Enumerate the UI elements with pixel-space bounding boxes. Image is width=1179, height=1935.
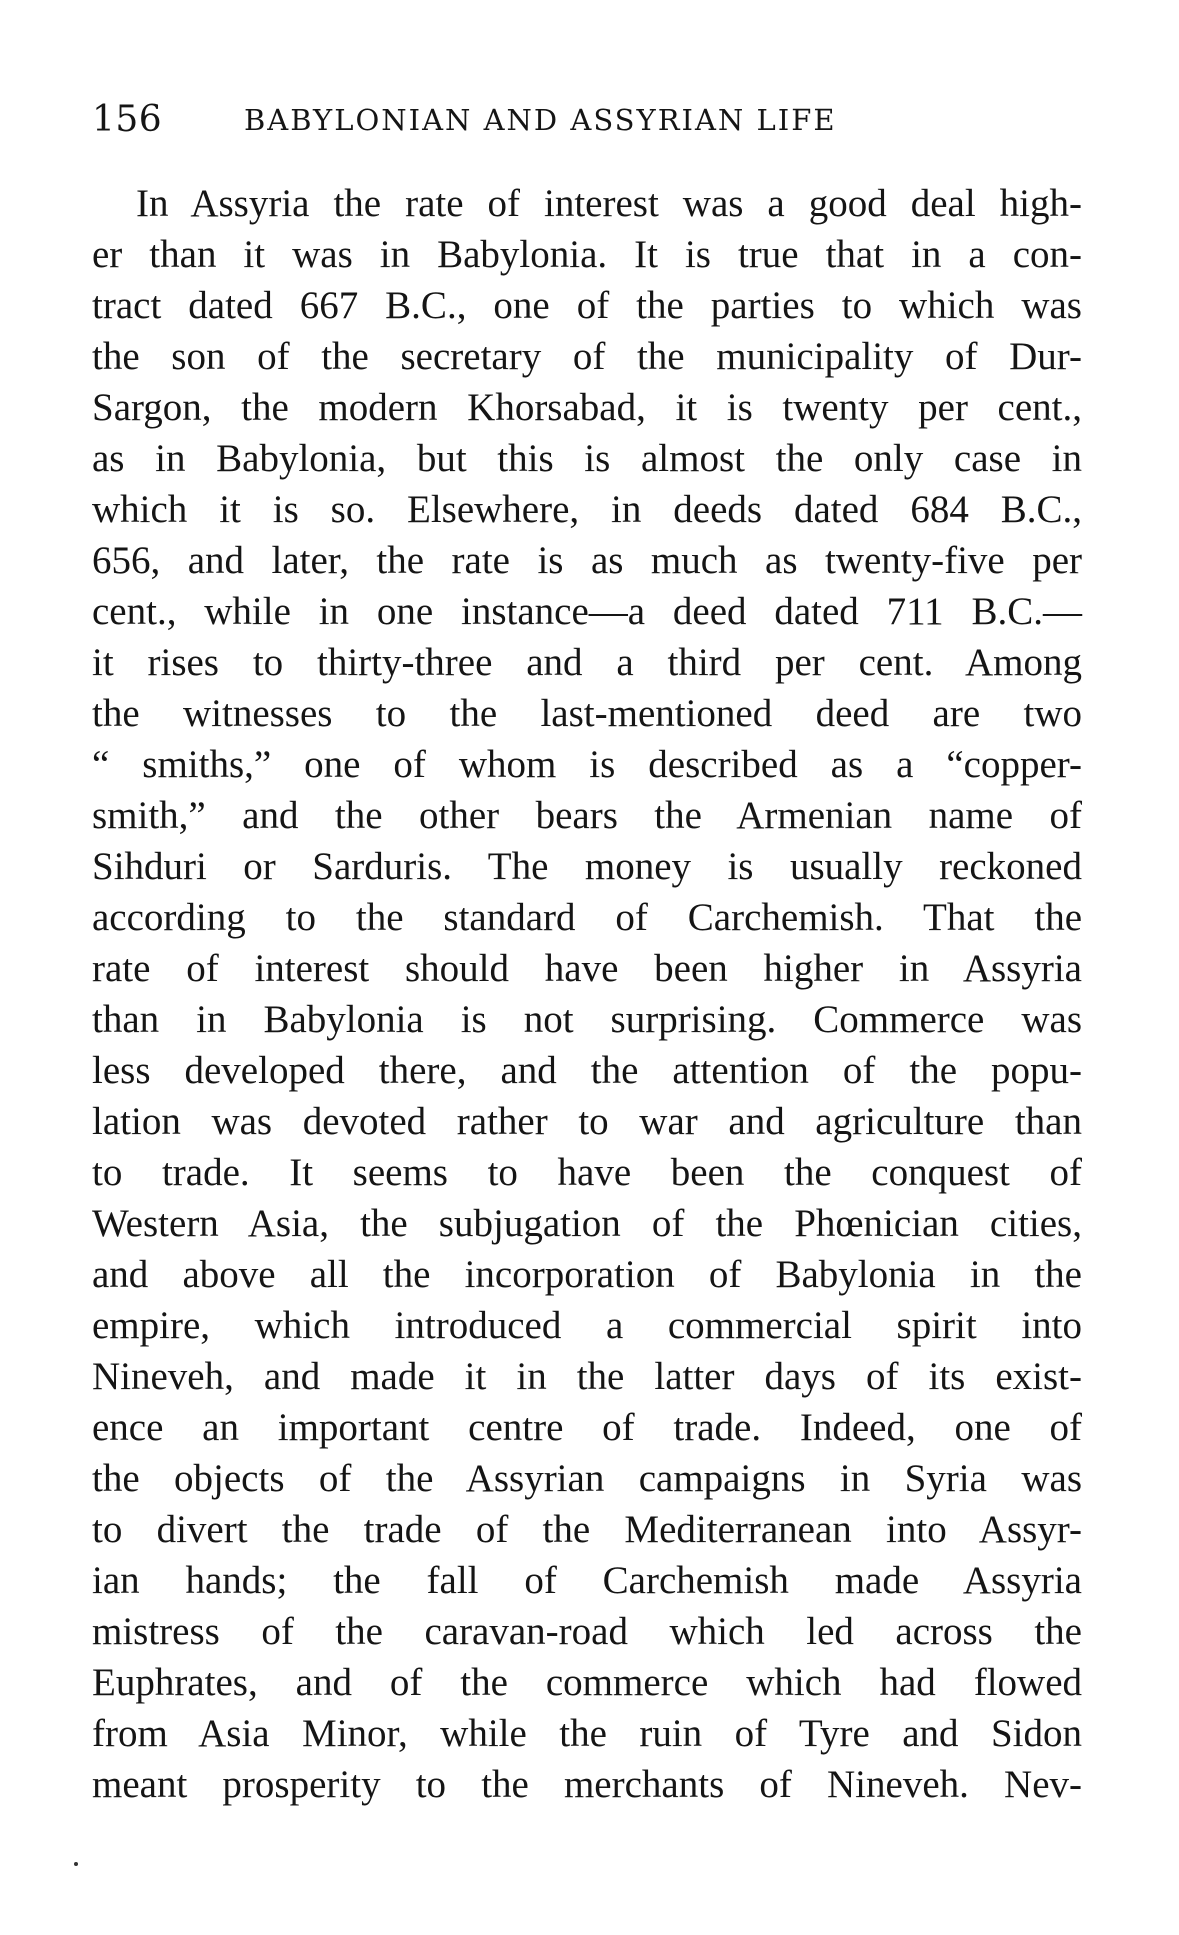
text-line: rate of interest should have been higher in Assyria [92,947,1082,990]
text-line: ian hands; the fall of Carchemish made Assyria [92,1559,1082,1602]
text-line: to trade. It seems to have been the conquest of [92,1151,1082,1194]
text-line: In Assyria the rate of interest was a good deal high- [136,182,1082,225]
text-line: Sihduri or Sarduris. The money is usually reckoned [92,845,1082,888]
text-line: it rises to thirty-three and a third per cent. Among [92,641,1082,684]
text-line: less developed there, and the attention of the popu- [92,1049,1082,1092]
text-line: Western Asia, the subjugation of the Phœnician cities, [92,1202,1082,1245]
text-line: and above all the incorporation of Babylonia in the [92,1253,1082,1296]
text-line: according to the standard of Carchemish. That the [92,896,1082,939]
text-line: cent., while in one instance—a deed dated 711 B.C.— [92,590,1082,633]
body-text [92,178,1082,1810]
text-line: “ smiths,” one of whom is described as a “copper- [92,743,1082,786]
text-line: ence an important centre of trade. Indeed, one of [92,1406,1082,1449]
text-line: smith,” and the other bears the Armenian name of [92,794,1082,837]
text-line: Sargon, the modern Khorsabad, it is twenty per cent., [92,386,1082,429]
text-line: lation was devoted rather to war and agriculture than [92,1100,1082,1143]
text-line: the son of the secretary of the municipality of Dur- [92,335,1082,378]
text-line: Nineveh, and made it in the latter days of its exist- [92,1355,1082,1398]
text-line: mistress of the caravan-road which led across the [92,1610,1082,1653]
text-line: Euphrates, and of the commerce which had flowed [92,1661,1082,1704]
ink-speck [74,1862,78,1866]
text-line: meant prosperity to the merchants of Nineveh. Nev- [92,1763,1082,1806]
text-line: to divert the trade of the Mediterranean into Assyr- [92,1508,1082,1551]
text-line: the witnesses to the last-mentioned deed are two [92,692,1082,735]
page-header [92,95,1088,145]
text-line: as in Babylonia, but this is almost the only case in [92,437,1082,480]
text-line: er than it was in Babylonia. It is true that in a con- [92,233,1082,276]
text-line: 656, and later, the rate is as much as twenty-five per [92,539,1082,582]
text-line: the objects of the Assyrian campaigns in Syria was [92,1457,1082,1500]
running-title: BABYLONIAN AND ASSYRIAN LIFE [244,103,837,137]
text-line: empire, which introduced a commercial spirit into [92,1304,1082,1347]
page-number: 156 [92,99,163,140]
text-line: than in Babylonia is not surprising. Commerce was [92,998,1082,1041]
text-line: tract dated 667 B.C., one of the parties to which was [92,284,1082,327]
text-line: which it is so. Elsewhere, in deeds dated 684 B.C., [92,488,1082,531]
text-line: from Asia Minor, while the ruin of Tyre and Sidon [92,1712,1082,1755]
